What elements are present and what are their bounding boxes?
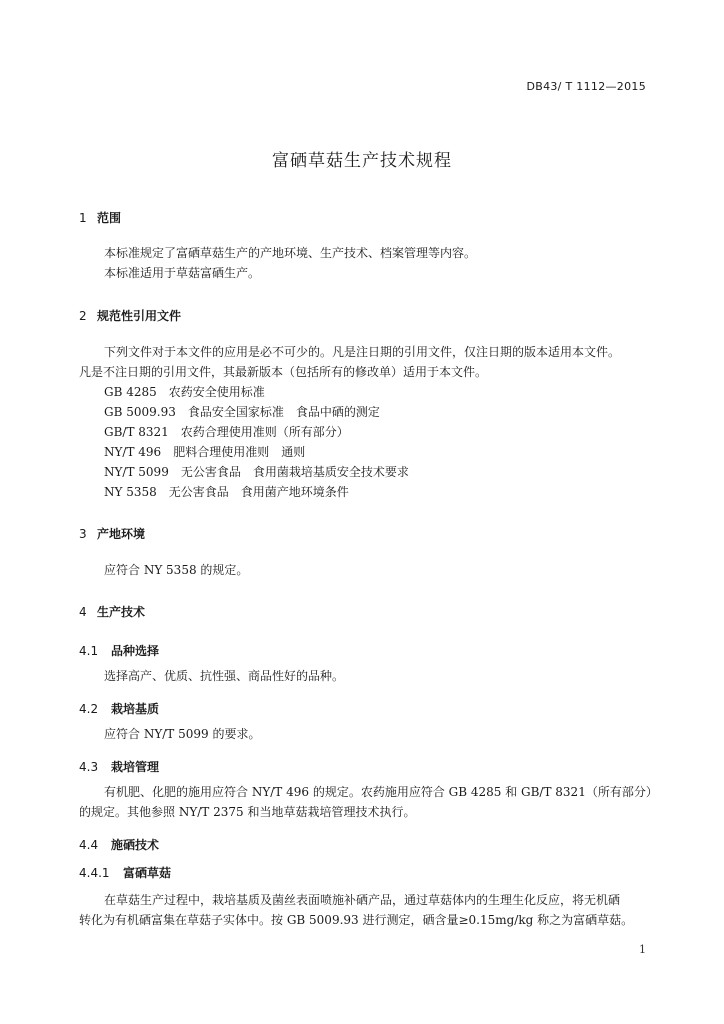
section-number: 4.1	[79, 644, 99, 658]
reference-item: GB 5009.93 食品安全国家标准 食品中硒的测定	[104, 405, 380, 419]
section-1-heading	[79, 209, 121, 226]
section-title: 规范性引用文件	[97, 309, 182, 323]
section-3-heading	[79, 525, 145, 542]
section-title: 栽培管理	[111, 760, 160, 774]
section-2-heading	[79, 307, 181, 324]
section-4-2-heading	[79, 700, 159, 717]
section-2-paragraph-line-1: 下列文件对于本文件的应用是必不可少的。凡是注日期的引用文件，仅注日期的版本适用本文件。	[104, 345, 621, 359]
section-4-3-heading	[79, 758, 159, 775]
section-4-4-heading	[79, 836, 159, 853]
section-number: 3	[79, 527, 87, 541]
section-4-3-paragraph-line-1: 有机肥、化肥的施用应符合 NY/T 496 的规定。农药施用应符合 GB 4285 和 GB/T 8321（所有部分）	[104, 785, 658, 799]
section-title: 栽培基质	[111, 702, 160, 716]
section-title: 生产技术	[97, 605, 146, 619]
section-title: 富硒草菇	[123, 866, 172, 880]
page-number: 1	[639, 943, 646, 956]
section-number: 1	[79, 211, 87, 225]
section-4-2-paragraph: 应符合 NY/T 5099 的要求。	[104, 727, 261, 741]
section-3-paragraph: 应符合 NY 5358 的规定。	[104, 563, 249, 577]
section-4-4-1-paragraph-line-1: 在草菇生产过程中，栽培基质及菌丝表面喷施补硒产品，通过草菇体内的生理生化反应，将无机硒	[104, 893, 621, 907]
section-4-1-paragraph: 选择高产、优质、抗性强、商品性好的品种。	[104, 669, 345, 683]
section-number: 4.3	[79, 760, 99, 774]
section-number: 4	[79, 605, 87, 619]
section-title: 品种选择	[111, 644, 160, 658]
section-4-4-1-paragraph-line-2: 转化为有机硒富集在草菇子实体中。按 GB 5009.93 进行测定，硒含量≥0.15mg/kg 称之为富硒草菇。	[79, 913, 634, 927]
section-title: 范围	[97, 211, 122, 225]
section-number: 4.4.1	[79, 866, 110, 880]
reference-item: NY 5358 无公害食品 食用菌产地环境条件	[104, 485, 349, 499]
reference-item: GB/T 8321 农药合理使用准则（所有部分）	[104, 425, 349, 439]
document-code: DB43/ T 1112—2015	[526, 80, 646, 93]
section-1-paragraph-2: 本标准适用于草菇富硒生产。	[104, 266, 261, 280]
section-number: 4.2	[79, 702, 99, 716]
reference-item: GB 4285 农药安全使用标准	[104, 385, 265, 399]
section-4-heading	[79, 603, 145, 620]
section-title: 产地环境	[97, 527, 146, 541]
section-4-1-heading	[79, 642, 159, 659]
section-1-paragraph-1: 本标准规定了富硒草菇生产的产地环境、生产技术、档案管理等内容。	[104, 246, 477, 260]
section-4-4-1-heading	[79, 864, 171, 881]
section-number: 4.4	[79, 838, 99, 852]
section-4-3-paragraph-line-2: 的规定。其他参照 NY/T 2375 和当地草菇栽培管理技术执行。	[79, 805, 416, 819]
section-2-paragraph-line-2: 凡是不注日期的引用文件，其最新版本（包括所有的修改单）适用于本文件。	[79, 365, 488, 379]
reference-item: NY/T 496 肥料合理使用准则 通则	[104, 445, 306, 459]
reference-item: NY/T 5099 无公害食品 食用菌栽培基质安全技术要求	[104, 465, 409, 479]
section-title: 施硒技术	[111, 838, 160, 852]
document-title: 富硒草菇生产技术规程	[272, 151, 452, 171]
section-number: 2	[79, 309, 87, 323]
